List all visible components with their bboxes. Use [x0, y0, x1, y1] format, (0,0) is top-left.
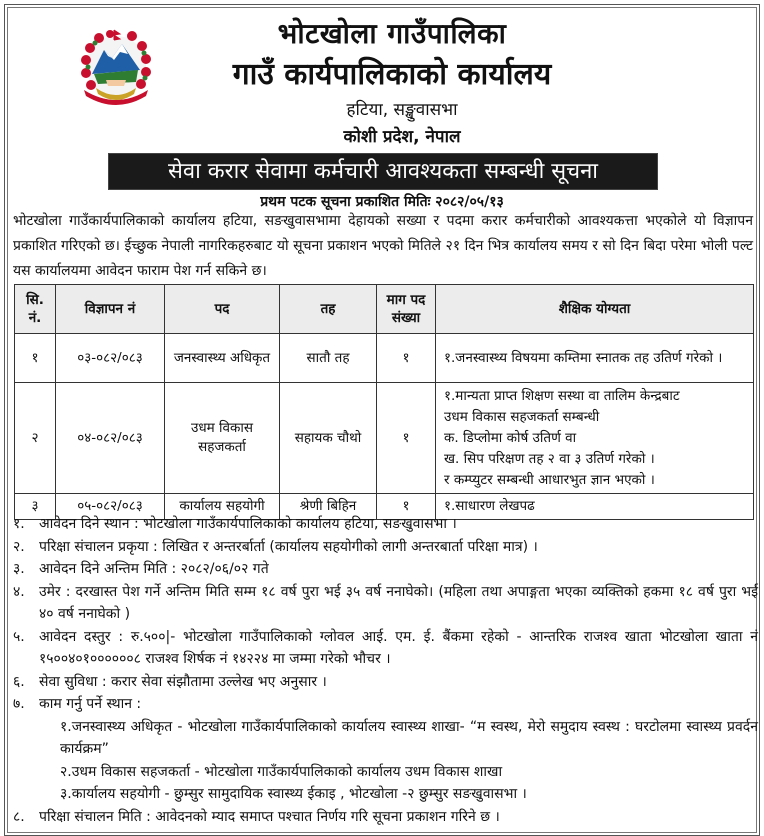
cell-sn: १ — [15, 334, 56, 383]
publish-date-value: २०८२/०५/१३ — [435, 194, 504, 210]
table-row — [15, 383, 754, 494]
table-row — [15, 334, 754, 383]
header-sn: सि. नं. — [15, 285, 56, 334]
note-item — [13, 513, 758, 536]
cell-post: जनस्वास्थ्य अधिकृत — [165, 334, 280, 383]
cell-post: कार्यालय सहयोगी — [165, 494, 280, 520]
workplace-item: ३.कार्यालय सहयोगी - छुम्सुर सामुदायिक स्वास्थ्य ईकाइ , भोटखोला -२ छुम्सुर सङखुवासभा । — [60, 786, 527, 802]
header-ad-no: विज्ञापन नं — [56, 285, 165, 334]
qualification-line: ख. सिप परिक्षण तह २ वा ३ उतिर्ण गरेको । — [444, 450, 655, 467]
header-post: पद — [165, 285, 280, 334]
cell-sn: ३ — [15, 494, 56, 520]
address-line-2: कोशी प्रदेश, नेपाल — [343, 127, 461, 147]
cell-count: १ — [377, 383, 436, 494]
qualification-line: १.जनस्वास्थ्य विषयमा कम्तिमा स्नातक तह उतिर्ण गरेको । — [444, 349, 723, 366]
note-item — [13, 558, 758, 581]
notice-title-banner: सेवा करार सेवामा कर्मचारी आवश्यकता सम्बन्धी सूचना — [108, 153, 658, 190]
cell-level: सातौ तह — [280, 334, 377, 383]
note-text: आवेदन दिने स्थान : भोटखोला गाउँकार्यपालिकाको कार्यालय हटिया, सङखुवासभा । — [39, 516, 457, 532]
note-item — [13, 693, 758, 716]
note-number: ३. — [13, 561, 25, 577]
qualification-line: क. डिप्लोमा कोर्ष उतिर्ण वा — [444, 429, 577, 446]
qualification-line: उधम विकास सहजकर्ता सम्बन्धी — [444, 408, 600, 425]
address-line-1: हटिया, सङ्खुवासभा — [346, 100, 458, 120]
note-text: सेवा सुविधा : करार सेवा संझौतामा उल्लेख भए अनुसार । — [39, 673, 327, 690]
note-text: आवेदन दस्तुर : रु.५००|- भोटखोला गाउँपालिकाको ग्लोवल आई. एम. ई. बैंकमा रहेको - आन्तरिक राजश्व खाता भोटखोला खाता नं १५००४०१००००००८ राजश्व शिर्षक नं १४२२४ मा जम्मा गरेको भौचर । — [39, 628, 758, 667]
note-item — [13, 536, 758, 559]
cell-qualification — [436, 334, 754, 383]
vacancy-table — [14, 284, 754, 520]
cell-level: सहायक चौथो — [280, 383, 377, 494]
cell-ad-no: ०३-०८२/०८३ — [56, 334, 165, 383]
note-number: ८. — [13, 808, 25, 825]
workplace-item: २.उधम विकास सहजकर्ता - भोटखोला गाउँकार्यपालिकाको कार्यालय उधम विकास शाखा — [60, 763, 503, 780]
workplace-item: १.जनस्वास्थ्य अधिकृत - भोटखोला गाउँकार्यपालिकाको कार्यालय स्वास्थ्य शाखा- “म स्वस्थ, मेरो समुदाय स्वस्थ : घरटोलमा स्वास्थ्य प्रवर्दन कार्यक्रम” — [60, 718, 758, 757]
note-item — [13, 806, 758, 829]
note-item — [13, 671, 758, 694]
municipality-name: भोटखोला गाउँपालिका — [277, 17, 507, 50]
cell-ad-no: ०४-०८२/०८३ — [56, 383, 165, 494]
cell-post: उधम विकास सहजकर्ता — [165, 383, 280, 494]
note-number: ४. — [13, 583, 25, 600]
cell-count: १ — [377, 334, 436, 383]
cell-sn: २ — [15, 383, 56, 494]
qualification-line: १.मान्यता प्राप्त शिक्षण सस्था वा तालिम केन्द्रबाट — [444, 387, 680, 404]
note-item — [13, 581, 758, 626]
qualification-line: १.साधारण लेखपढ — [444, 498, 535, 514]
note-number: २. — [13, 538, 25, 555]
publish-date-label: प्रथम पटक सूचना प्रकाशित मितिः — [260, 194, 431, 210]
header-level: तह — [280, 285, 377, 334]
cell-count: १ — [377, 494, 436, 520]
cell-qualification — [436, 383, 754, 494]
intro-paragraph: भोटखोला गाउँकार्यपालिकाको कार्यालय हटिया, सङखुवासभामा देहायको सख्या र पदमा करार कर्मचारीको आवश्यकत्ता भएकोले यो विज्ञापन प्रकाशित गरिएको छ। ईच्छुक नेपाली नागरिकहरुबाट यो सूचना प्रकाशन भएको मितिले २१ दिन भित्र कार्यालय समय र सो दिन बिदा परेमा भोली पल्ट यस कार्यालयमा आवेदन फाराम पेश गर्न सकिने छ। — [13, 213, 753, 279]
header-qualification: शैक्षिक योग्यता — [436, 285, 754, 334]
notes-list — [13, 513, 758, 828]
header-count: माग पद संख्या — [377, 285, 436, 334]
note-text: काम गर्नु पर्ने स्थान : — [39, 696, 142, 712]
note-item — [13, 626, 758, 671]
cell-level: श्रेणी बिहिन — [280, 494, 377, 520]
table-header-row — [15, 285, 754, 334]
note-number: ७. — [13, 696, 25, 712]
note-number: ६. — [13, 673, 25, 690]
note-text: उमेर : दरखास्त पेश गर्ने अन्तिम मिति सम्म १८ वर्ष पुरा भई ३५ वर्ष ननाघेको। (महिला तथा अपाङ्गता भएका व्यक्तिको हकमा १८ वर्ष पुरा भई ४० वर्ष ननाघेको ) — [39, 583, 758, 622]
note-number: १. — [13, 516, 25, 532]
note-number: ५. — [13, 628, 25, 645]
cell-ad-no: ०५-०८२/०८३ — [56, 494, 165, 520]
office-name: गाउँ कार्यपालिकाको कार्यालय — [232, 57, 552, 92]
note-text: आवेदन दिने अन्तिम मिति : २०८२/०६/०२ गते — [39, 561, 269, 577]
note-text: परिक्षा संचालन मिति : आवेदनको म्याद समाप्त पश्चात निर्णय गरि सूचना प्रकाशन गरिने छ । — [39, 808, 500, 825]
qualification-line: र कम्प्युटर सम्बन्धी आधारभुत ज्ञान भएको । — [444, 471, 655, 488]
note-text: परिक्षा संचालन प्रकृया : लिखित र अन्तरर्बार्ता (कार्यालय सहयोगीको लागी अन्तरबार्ता परिक्षा मात्र) । — [39, 538, 538, 555]
